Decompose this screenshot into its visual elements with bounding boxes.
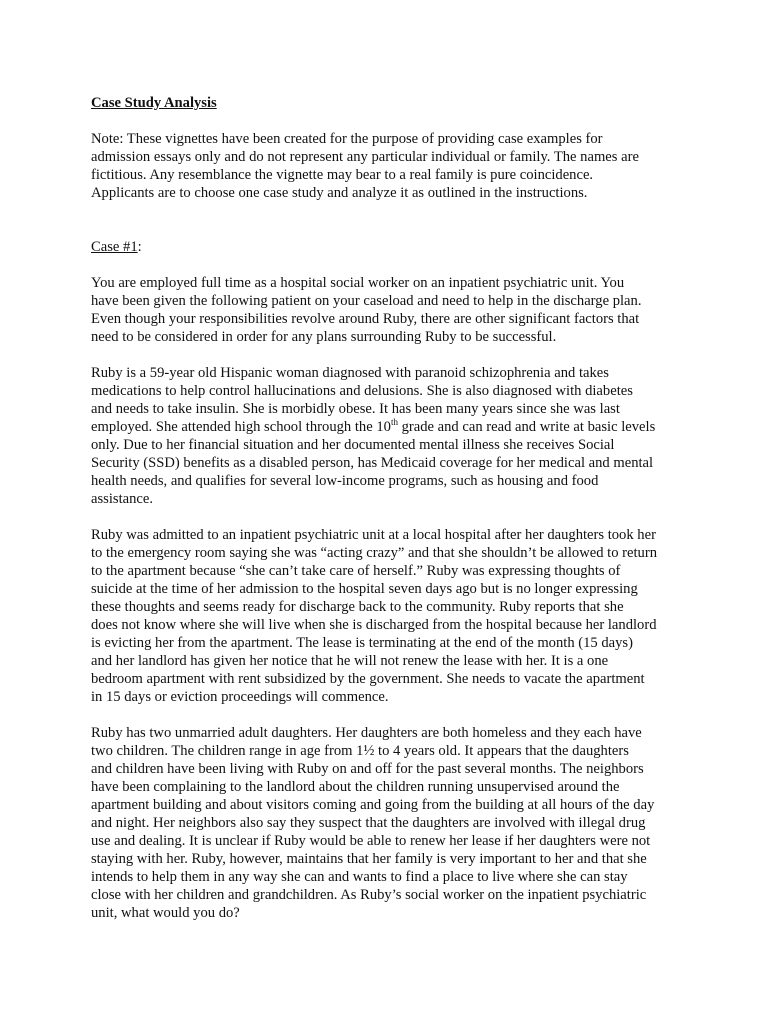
line-segment: grade and can read and write at basic levels: [397, 419, 656, 435]
paragraph-line: use and dealing. It is unclear if Ruby would be able to renew her lease if her daughters were not: [91, 833, 651, 849]
paragraph-line: and her landlord has given her notice that he will not renew the lease with her. It is a one: [91, 653, 609, 669]
paragraph-line: only. Due to her financial situation and her documented mental illness she receives Social: [91, 437, 615, 453]
paragraph-line: to the apartment because “she can’t take care of herself.” Ruby was expressing thoughts of: [91, 563, 621, 579]
paragraph-line: intends to help them in any way she can and wants to find a place to live where she can stay: [91, 869, 628, 885]
case-label-suffix: :: [137, 239, 142, 255]
paragraph-line: to the emergency room saying she was “acting crazy” and that she shouldn’t be allowed to return: [91, 545, 658, 561]
paragraph-line-with-superscript: [91, 418, 691, 436]
note-paragraph: [91, 130, 691, 202]
note-line: Applicants are to choose one case study and analyze it as outlined in the instructions.: [91, 185, 588, 201]
paragraph-line: Even though your responsibilities revolve around Ruby, there are other significant factors that: [91, 311, 640, 327]
case-heading: [91, 238, 691, 256]
paragraph-line: health needs, and qualifies for several low-income programs, such as housing and food: [91, 473, 599, 489]
paragraph-line: and night. Her neighbors also say they suspect that the daughters are involved with illegal drug: [91, 815, 646, 831]
paragraph-line: need to be considered in order for any plans surrounding Ruby to be successful.: [91, 329, 557, 345]
paragraph-line: and children have been living with Ruby on and off for the past several months. The neighbors: [91, 761, 644, 777]
note-line: fictitious. Any resemblance the vignette may bear to a real family is pure coincidence.: [91, 167, 594, 183]
paragraph-line: these thoughts and seems ready for discharge back to the community. Ruby reports that she: [91, 599, 624, 615]
paragraph-line: Ruby was admitted to an inpatient psychiatric unit at a local hospital after her daughters took her: [91, 527, 656, 543]
paragraph-line: Security (SSD) benefits as a disabled person, has Medicaid coverage for her medical and mental: [91, 455, 654, 471]
paragraph-line: two children. The children range in age from 1½ to 4 years old. It appears that the daughters: [91, 743, 629, 759]
note-line: admission essays only and do not represent any particular individual or family. The names are: [91, 149, 639, 165]
paragraph-line: have been given the following patient on your caseload and need to help in the discharge plan.: [91, 293, 642, 309]
family-paragraph: [91, 724, 691, 922]
paragraph-line: Ruby has two unmarried adult daughters. Her daughters are both homeless and they each have: [91, 725, 642, 741]
paragraph-line: Ruby is a 59-year old Hispanic woman diagnosed with paranoid schizophrenia and takes: [91, 365, 609, 381]
paragraph-line: close with her children and grandchildren. As Ruby’s social worker on the inpatient psychiatric: [91, 887, 647, 903]
intro-paragraph: [91, 274, 691, 346]
superscript: th: [390, 417, 398, 427]
note-line: Note: These vignettes have been created for the purpose of providing case examples for: [91, 131, 603, 147]
paragraph-line: and needs to take insulin. She is morbidly obese. It has been many years since she was last: [91, 401, 620, 417]
paragraph-line: is evicting her from the apartment. The lease is terminating at the end of the month (15 days): [91, 635, 633, 651]
paragraph-line: in 15 days or eviction proceedings will commence.: [91, 689, 389, 705]
paragraph-line: apartment building and about visitors coming and going from the building at all hours of the day: [91, 797, 655, 813]
document-body: [91, 94, 691, 922]
paragraph-line: unit, what would you do?: [91, 905, 240, 921]
admission-paragraph: [91, 526, 691, 706]
background-paragraph: [91, 364, 691, 508]
paragraph-line: have been complaining to the landlord about the children running unsupervised around the: [91, 779, 620, 795]
paragraph-line: medications to help control hallucinations and delusions. She is also diagnosed with diabetes: [91, 383, 633, 399]
paragraph-line: staying with her. Ruby, however, maintains that her family is very important to her and that she: [91, 851, 647, 867]
paragraph-line: assistance.: [91, 491, 154, 507]
document-title: Case Study Analysis: [91, 95, 217, 111]
case-label: Case #1: [91, 239, 138, 255]
paragraph-line: bedroom apartment with rent subsidized by the government. She needs to vacate the apartment: [91, 671, 645, 687]
paragraph-line: does not know where she will live when she is discharged from the hospital because her landlord: [91, 617, 657, 633]
paragraph-line: suicide at the time of her admission to the hospital seven days ago but is no longer expressing: [91, 581, 638, 597]
line-segment: employed. She attended high school through the 10: [91, 419, 391, 435]
paragraph-line: You are employed full time as a hospital social worker on an inpatient psychiatric unit. You: [91, 275, 625, 291]
